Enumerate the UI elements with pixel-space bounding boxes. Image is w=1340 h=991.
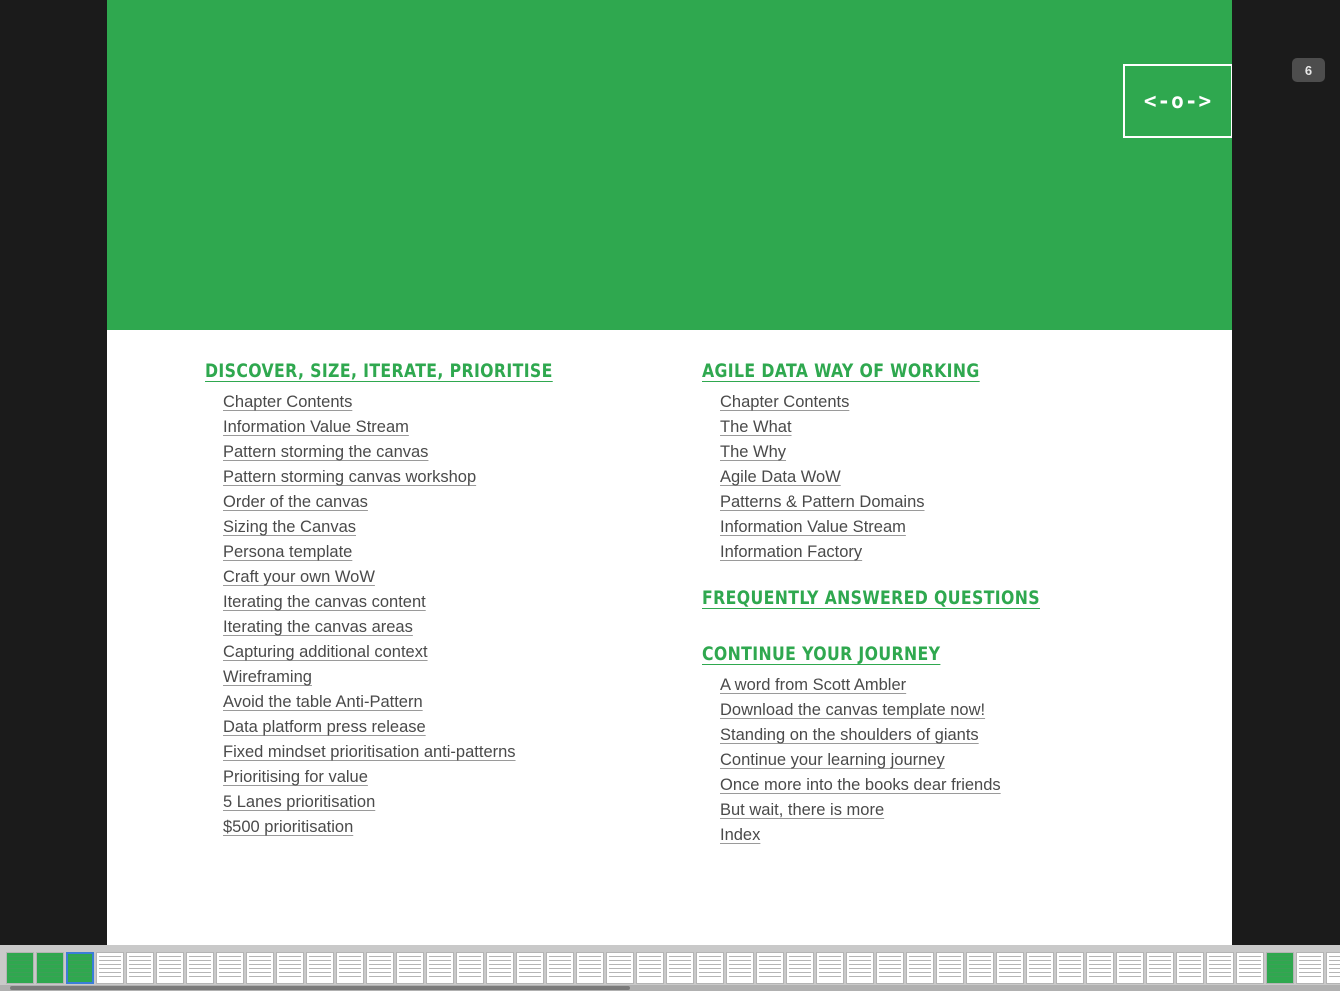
thumbnail-page-5[interactable] xyxy=(126,952,154,984)
thumbnail-page-26[interactable] xyxy=(756,952,784,984)
page-number-badge: 6 xyxy=(1292,58,1325,82)
thumbnail-preview xyxy=(669,956,691,980)
thumbnail-page-3[interactable] xyxy=(66,952,94,984)
thumbnail-preview xyxy=(249,956,271,980)
thumbnail-preview xyxy=(879,956,901,980)
thumbnail-preview xyxy=(1299,956,1321,980)
page-banner xyxy=(107,0,1232,330)
thumbnail-preview xyxy=(459,956,481,980)
list-item xyxy=(720,442,1162,463)
list-item xyxy=(223,492,665,513)
table-of-contents xyxy=(107,330,1232,945)
list-item xyxy=(223,667,665,688)
thumbnail-preview xyxy=(99,956,121,980)
filmstrip-scrollbar[interactable] xyxy=(0,985,1340,991)
filmstrip-scrollbar-knob[interactable] xyxy=(10,986,630,990)
list-item xyxy=(223,392,665,413)
toc-section-title[interactable]: CONTINUE YOUR JOURNEY xyxy=(702,643,941,665)
thumbnail-page-14[interactable] xyxy=(396,952,424,984)
list-item xyxy=(223,742,665,763)
navigate-button-label: <-o-> xyxy=(1143,89,1213,113)
list-item xyxy=(223,467,665,488)
thumbnail-page-34[interactable] xyxy=(996,952,1024,984)
toc-section-title[interactable]: AGILE DATA WAY OF WORKING xyxy=(702,360,980,382)
toc-link[interactable]: Agile Data WoW xyxy=(720,468,841,486)
list-item xyxy=(720,492,1162,513)
list-item xyxy=(223,592,665,613)
thumbnail-page-27[interactable] xyxy=(786,952,814,984)
toc-link[interactable]: Chapter Contents xyxy=(720,393,850,411)
list-item xyxy=(720,775,1162,796)
toc-link[interactable]: Data platform press release xyxy=(223,718,426,736)
thumbnail-page-11[interactable] xyxy=(306,952,334,984)
toc-link[interactable]: Persona template xyxy=(223,543,353,561)
thumbnail-page-44[interactable] xyxy=(1296,952,1324,984)
thumbnail-preview xyxy=(279,956,301,980)
list-item xyxy=(720,417,1162,438)
thumbnail-page-30[interactable] xyxy=(876,952,904,984)
toc-link[interactable]: Once more into the books dear friends xyxy=(720,776,1001,794)
thumbnail-page-41[interactable] xyxy=(1206,952,1234,984)
toc-link[interactable]: Fixed mindset prioritisation anti-patterns xyxy=(223,743,516,761)
toc-link[interactable]: But wait, there is more xyxy=(720,801,885,819)
list-item xyxy=(223,517,665,538)
list-item xyxy=(223,417,665,438)
thumbnail-preview xyxy=(189,956,211,980)
toc-link[interactable]: A word from Scott Ambler xyxy=(720,676,907,694)
toc-link-list xyxy=(720,392,1162,563)
thumbnail-preview xyxy=(369,956,391,980)
thumbnail-page-12[interactable] xyxy=(336,952,364,984)
thumbnail-preview xyxy=(909,956,931,980)
thumbnail-page-24[interactable] xyxy=(696,952,724,984)
thumbnail-page-7[interactable] xyxy=(186,952,214,984)
list-item xyxy=(720,517,1162,538)
thumbnail-page-29[interactable] xyxy=(846,952,874,984)
toc-link[interactable]: Information Value Stream xyxy=(223,418,409,436)
thumbnail-preview xyxy=(1179,956,1201,980)
thumbnail-preview xyxy=(489,956,511,980)
thumbnail-page-38[interactable] xyxy=(1116,952,1144,984)
list-item xyxy=(223,767,665,788)
thumbnail-page-21[interactable] xyxy=(606,952,634,984)
thumbnail-preview xyxy=(219,956,241,980)
thumbnail-page-45[interactable] xyxy=(1326,952,1340,984)
thumbnail-preview xyxy=(729,956,751,980)
thumbnail-page-23[interactable] xyxy=(666,952,694,984)
toc-left-column xyxy=(205,360,665,844)
thumbnail-page-18[interactable] xyxy=(516,952,544,984)
toc-link-list xyxy=(223,392,665,838)
list-item xyxy=(223,617,665,638)
toc-link[interactable]: Avoid the table Anti-Pattern xyxy=(223,693,423,711)
thumbnail-preview xyxy=(639,956,661,980)
list-item xyxy=(223,567,665,588)
toc-link[interactable]: Capturing additional context xyxy=(223,643,428,661)
thumbnail-page-2[interactable] xyxy=(36,952,64,984)
thumbnail-page-16[interactable] xyxy=(456,952,484,984)
list-item xyxy=(720,467,1162,488)
document-page xyxy=(107,0,1232,945)
toc-right-column xyxy=(702,360,1162,852)
thumbnail-preview xyxy=(1239,956,1261,980)
list-item xyxy=(223,542,665,563)
thumbnail-page-17[interactable] xyxy=(486,952,514,984)
thumbnail-preview xyxy=(759,956,781,980)
list-item xyxy=(223,442,665,463)
toc-link[interactable]: The What xyxy=(720,418,792,436)
thumbnail-preview xyxy=(969,956,991,980)
toc-section-discover-size-iterate-prioritise xyxy=(205,360,665,838)
thumbnail-page-15[interactable] xyxy=(426,952,454,984)
thumbnail-preview xyxy=(339,956,361,980)
toc-link[interactable]: Prioritising for value xyxy=(223,768,368,786)
toc-link[interactable]: Continue your learning journey xyxy=(720,751,945,769)
thumbnail-preview xyxy=(159,956,181,980)
thumbnail-page-35[interactable] xyxy=(1026,952,1054,984)
thumbnail-preview xyxy=(579,956,601,980)
thumbnail-page-22[interactable] xyxy=(636,952,664,984)
thumbnail-preview xyxy=(1089,956,1111,980)
thumbnail-preview xyxy=(789,956,811,980)
thumbnail-page-43[interactable] xyxy=(1266,952,1294,984)
thumbnail-page-4[interactable] xyxy=(96,952,124,984)
thumbnail-page-37[interactable] xyxy=(1086,952,1114,984)
thumbnail-preview xyxy=(129,956,151,980)
thumbnail-page-20[interactable] xyxy=(576,952,604,984)
thumbnail-preview xyxy=(999,956,1021,980)
thumbnail-page-8[interactable] xyxy=(216,952,244,984)
toc-section-title[interactable]: FREQUENTLY ANSWERED QUESTIONS xyxy=(702,587,1040,609)
toc-link[interactable]: Download the canvas template now! xyxy=(720,701,986,719)
toc-link[interactable]: Chapter Contents xyxy=(223,393,353,411)
thumbnail-page-6[interactable] xyxy=(156,952,184,984)
thumbnail-preview xyxy=(1209,956,1231,980)
thumbnail-page-28[interactable] xyxy=(816,952,844,984)
thumbnail-page-9[interactable] xyxy=(246,952,274,984)
toc-section-continue-your-journey xyxy=(702,625,1162,846)
thumbnail-page-32[interactable] xyxy=(936,952,964,984)
toc-link[interactable]: Pattern storming canvas workshop xyxy=(223,468,477,486)
toc-link[interactable]: Iterating the canvas content xyxy=(223,593,426,611)
thumbnail-page-40[interactable] xyxy=(1176,952,1204,984)
list-item xyxy=(720,825,1162,846)
thumbnail-preview xyxy=(519,956,541,980)
toc-link[interactable]: Craft your own WoW xyxy=(223,568,375,586)
thumbnail-page-13[interactable] xyxy=(366,952,394,984)
toc-link[interactable]: 5 Lanes prioritisation xyxy=(223,793,376,811)
thumbnail-page-31[interactable] xyxy=(906,952,934,984)
thumbnail-page-42[interactable] xyxy=(1236,952,1264,984)
thumbnail-page-36[interactable] xyxy=(1056,952,1084,984)
navigate-button[interactable] xyxy=(1123,64,1232,138)
thumbnail-page-25[interactable] xyxy=(726,952,754,984)
list-item xyxy=(720,725,1162,746)
list-item xyxy=(720,675,1162,696)
toc-link[interactable]: Patterns & Pattern Domains xyxy=(720,493,925,511)
toc-link[interactable]: Index xyxy=(720,826,761,844)
thumbnail-preview xyxy=(429,956,451,980)
list-item xyxy=(720,800,1162,821)
thumbnail-page-10[interactable] xyxy=(276,952,304,984)
toc-link[interactable]: Wireframing xyxy=(223,668,312,686)
toc-link[interactable]: Information Value Stream xyxy=(720,518,906,536)
thumbnail-preview xyxy=(1059,956,1081,980)
thumbnail-preview xyxy=(1269,956,1291,980)
thumbnail-preview xyxy=(1149,956,1171,980)
thumbnail-preview xyxy=(69,956,91,980)
thumbnail-preview xyxy=(1119,956,1141,980)
list-item xyxy=(720,700,1162,721)
toc-link[interactable]: Order of the canvas xyxy=(223,493,368,511)
toc-link[interactable]: Pattern storming the canvas xyxy=(223,443,429,461)
thumbnail-preview xyxy=(609,956,631,980)
thumbnail-preview xyxy=(699,956,721,980)
toc-link[interactable]: Standing on the shoulders of giants xyxy=(720,726,979,744)
list-item xyxy=(720,542,1162,563)
toc-link[interactable]: Iterating the canvas areas xyxy=(223,618,413,636)
list-item xyxy=(223,642,665,663)
thumbnail-page-19[interactable] xyxy=(546,952,574,984)
list-item xyxy=(720,392,1162,413)
toc-link[interactable]: $500 prioritisation xyxy=(223,818,354,836)
toc-section-frequently-answered-questions xyxy=(702,569,1162,619)
thumbnail-preview xyxy=(549,956,571,980)
thumbnail-page-39[interactable] xyxy=(1146,952,1174,984)
toc-link[interactable]: Information Factory xyxy=(720,543,863,561)
thumbnail-preview xyxy=(9,956,31,980)
thumbnail-preview xyxy=(939,956,961,980)
toc-link[interactable]: The Why xyxy=(720,443,787,461)
thumbnail-preview xyxy=(1329,956,1340,980)
thumbnail-preview xyxy=(39,956,61,980)
toc-link[interactable]: Sizing the Canvas xyxy=(223,518,356,536)
toc-link-list xyxy=(720,675,1162,846)
thumbnail-preview xyxy=(399,956,421,980)
thumbnail-preview xyxy=(849,956,871,980)
thumbnail-page-33[interactable] xyxy=(966,952,994,984)
list-item xyxy=(223,717,665,738)
toc-section-title[interactable]: DISCOVER, SIZE, ITERATE, PRIORITISE xyxy=(205,360,553,382)
list-item xyxy=(223,817,665,838)
thumbnail-preview xyxy=(819,956,841,980)
list-item xyxy=(223,792,665,813)
list-item xyxy=(223,692,665,713)
thumbnail-preview xyxy=(309,956,331,980)
toc-section-agile-data-way-of-working xyxy=(702,360,1162,563)
thumbnail-preview xyxy=(1029,956,1051,980)
list-item xyxy=(720,750,1162,771)
thumbnail-page-1[interactable] xyxy=(6,952,34,984)
